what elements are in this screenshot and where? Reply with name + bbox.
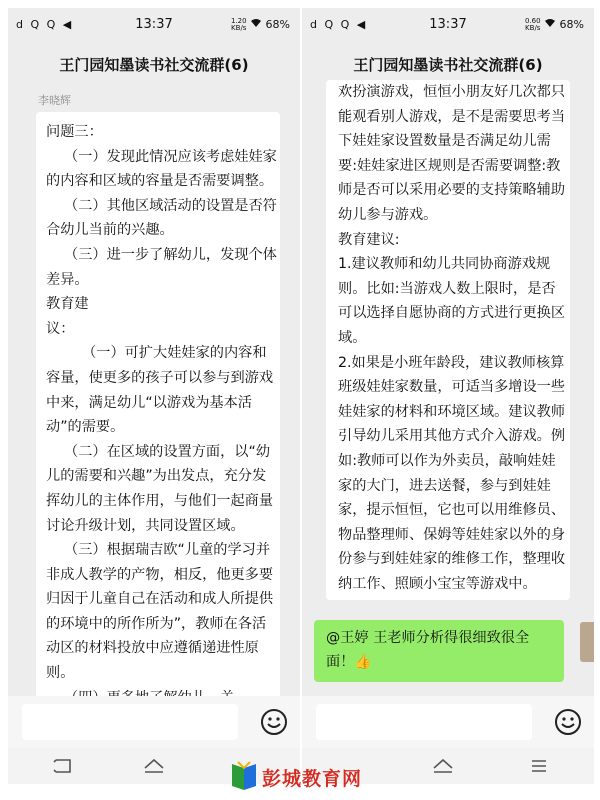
input-bar: [302, 696, 594, 748]
message-bubble[interactable]: [326, 80, 570, 600]
battery-level: 68%: [265, 18, 290, 31]
menu-icon[interactable]: [528, 756, 550, 776]
message-bubble[interactable]: [36, 112, 280, 712]
status-bar: [8, 8, 300, 42]
status-app-icons: d Q Q ◀: [16, 18, 74, 31]
home-icon[interactable]: [143, 756, 165, 776]
status-bar: [302, 8, 594, 42]
battery-level: 68%: [559, 18, 584, 31]
status-time: 13:37: [429, 17, 467, 32]
message-input[interactable]: [316, 704, 532, 740]
smiley-icon[interactable]: [554, 708, 582, 736]
chat-header: [8, 42, 300, 86]
status-right-indicators: [525, 18, 584, 32]
message-list[interactable]: [8, 88, 300, 696]
wifi-icon: [544, 18, 560, 31]
status-right-indicators: [231, 18, 290, 32]
chat-screen-left: [8, 8, 300, 784]
thumbs-up-icon: 👍: [354, 654, 372, 670]
status-app-icons: d Q Q ◀: [310, 18, 368, 31]
status-time: 13:37: [135, 17, 173, 32]
reply-text: @王婷 王老师分析得很细致很全面！: [326, 630, 530, 670]
chat-title: 王门园知墨读书社交流群(6): [59, 56, 249, 74]
back-icon[interactable]: [52, 756, 74, 776]
chat-title: 王门园知墨读书社交流群(6): [353, 56, 543, 74]
wifi-icon: [250, 18, 266, 31]
message-text: 欢扮演游戏，恒恒小朋友好几次都只能观看别人游戏，是不是需要思考当下娃娃家设置数量是否满足幼儿需要:娃娃家进区规则是否需要调整:教师是否可以采用必要的支持策略辅助幼儿参与游戏。 教育建议: 1.建议教师和幼儿共同协商游戏规则。比如:当游戏人数上限时，是否可以选择自愿协商的方式进行更换区域。 2.如果是小班年龄段，建议教师核算班级娃娃家数量，可适当多增设一些娃娃家的材料和环境区域。建议教师引导幼儿采用其他方式介入游戏。例如:教师可以作为外卖员，敲响娃娃家的大门，进去送餐，参与到娃娃家，提示恒恒，它也可以用维修员、物品整理师、保姆等娃娃家以外的身份参与到娃娃家的维修工作，整理收纳工作、照顾小宝宝等游戏中。: [338, 84, 566, 592]
sender-name: 李晓辉: [38, 94, 71, 107]
network-speed: 1.20 KB/s: [230, 17, 247, 32]
avatar[interactable]: [580, 622, 594, 662]
home-icon[interactable]: [432, 756, 454, 776]
own-message-bubble[interactable]: [314, 620, 564, 682]
message-list[interactable]: [302, 84, 594, 696]
smiley-icon[interactable]: [260, 708, 288, 736]
input-bar: [8, 696, 300, 748]
book-logo-icon: [228, 762, 260, 792]
message-input[interactable]: [22, 704, 238, 740]
chat-screen-right: [302, 8, 594, 784]
message-text: 问题三： （一）发现此情况应该考虑娃娃家的内容和区域的容量是否需要调整。 （二）其他区域活动的设置是否符合幼儿当前的兴趣。 （三）进一步了解幼儿，发现个体差异。 教育建 议： （一）可扩大娃娃家的内容和容量，使更多的孩子可以参与到游戏中来，满足幼儿“以游戏为基本活动”的需要。 （二）在区域的设置方面，以“幼儿的需要和兴趣”为出发点，充分发挥幼儿的主体作用，与他们一起商量讨论升级计划，共同设置区域。 （三）根据瑞吉欧“儿童的学习并非成人教学的产物，相反，他更多要归因于儿童自己在活动和成人所提供的环境中的所作所为”，教师在各活动区的材料投放中应遵循递进性原则。: [46, 124, 277, 682]
watermark-text: 彭城教育网: [262, 768, 363, 790]
network-speed: 0.60 KB/s: [524, 17, 541, 32]
watermark-logo: [228, 760, 378, 794]
